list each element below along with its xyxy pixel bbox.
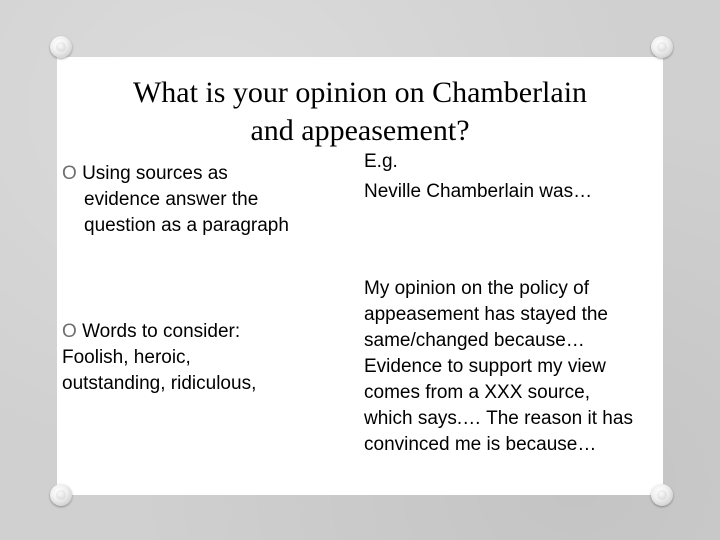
bullet-sources-line-1: Using sources as	[82, 163, 228, 184]
pin-icon-bottom-left	[50, 484, 72, 506]
paragraph-line-3: same/changed because…	[364, 330, 585, 351]
paragraph-line-6: which says.… The reason it has	[364, 408, 633, 429]
pin-icon-bottom-right	[651, 484, 673, 506]
bullet-sources-line-3: question as a paragraph	[84, 215, 289, 236]
slide-title	[57, 74, 663, 150]
bullet-marker-icon: O	[62, 163, 77, 184]
paragraph-line-1: My opinion on the policy of	[364, 278, 589, 299]
bullet-sources-line-2: evidence answer the	[84, 189, 259, 210]
paragraph-line-2: appeasement has stayed the	[364, 304, 609, 325]
paragraph-line-5: comes from a XXX source,	[364, 382, 590, 403]
bullet-words-heading: Words to consider:	[82, 321, 241, 342]
example-line-1: E.g.	[364, 151, 398, 172]
bullet-sources	[62, 161, 362, 239]
bullet-words-line-2: outstanding, ridiculous,	[62, 373, 257, 394]
example-line-2: Neville Chamberlain was…	[364, 181, 593, 202]
bullet-words-line-1: Foolish, heroic,	[62, 347, 191, 368]
bullet-words	[62, 319, 352, 397]
bullet-marker-icon: O	[62, 321, 77, 342]
paragraph-line-7: convinced me is because…	[364, 434, 597, 455]
pin-icon-top-left	[50, 36, 72, 58]
title-line-1: What is your opinion on Chamberlain	[132, 76, 588, 109]
title-line-2: and appeasement?	[250, 114, 470, 147]
example-block	[364, 149, 664, 205]
paragraph-line-4: Evidence to support my view	[364, 356, 606, 377]
pin-icon-top-right	[651, 36, 673, 58]
paragraph-block	[364, 276, 684, 458]
